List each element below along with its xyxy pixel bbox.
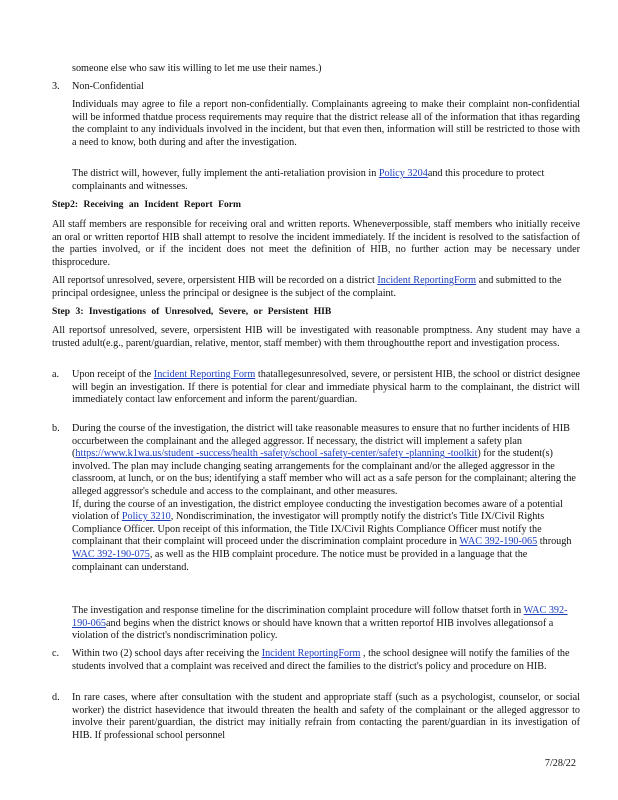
step-3-heading: Step 3: Investigations of Unresolved, Severe, or Persistent HIB <box>52 306 332 317</box>
safety-planning-toolkit-link[interactable]: https://www.k1wa.us/student -success/health -safety/school -safety-center/safety -planning -toolkit <box>75 448 478 460</box>
item-b-text: During the course of the investigation, the district will take reasonable measures to ensure that no further incidents of HIB occurbetween the complainant and the alleged aggressor. If necessary, the district will implement a safety plan (https://www.k1wa.us/student -success/health -safety/school -safety-center/safety -planning -toolkit) for the student(s) involved. The plan may include changing seating arrangements for the complainant and/or the alleged aggressor in the classroom, at lunch, or on the bus; identifying a staff member who will act as a safe person for the complainant; altering the alleged aggressor's schedule and access to the complainant, and other measures. If, during the course of an investigation, the district employee conducting the investigation becomes aware of a potential violation of Policy 3210, Nondiscrimination, the investigator will promptly notify the district's Title IX/Civil Rights Compliance Officer. Upon receipt of this information, the Title IX/Civil Rights Compliance Officer must notify the complainant that their complaint will proceed under the discrimination complaint procedure in WAC 392-190-065 through WAC 392-190-075, as well as the HIB complaint procedure. The notice must be provided in a language that the complainant can understand. <box>72 423 576 573</box>
paragraph-anti-retaliation: The district will, however, fully implement the anti-retaliation provision in Policy 3204and this procedure to protect complainants and witnesses. <box>72 168 545 192</box>
item-d-text: In rare cases, where after consultation with the student and appropriate staff (such as a psychologist, counselor, or social worker) the district hasevidence that itwould threaten the health and safety of the complainant or the alleged aggressor to involve their parent/guardian, the district may initially refrain from contacting the parent/guardian in its investigation of HIB. If professional school personnel <box>72 692 580 741</box>
list-label-c: c. <box>52 648 60 659</box>
policy-3204-link[interactable]: Policy 3204 <box>378 168 428 179</box>
list-label-a: a. <box>52 369 60 380</box>
paragraph-non-confidential: Individuals may agree to file a report non-confidentially. Complainants agreeing to make their complaint non-confidential will be informed thatdue process requirements may require that the district release all of the information that ithas regarding the complaint to any individuals involved in the incident, but that even then, information will still be restricted to those with a need to know, both during and after the investigation. <box>72 99 580 148</box>
item-c-text: Within two (2) school days after receiving the Incident ReportingForm , the school designee will notify the families of the students involved that a complaint was received and direct the families to the district's policy and procedure on HIB. <box>72 648 570 672</box>
paragraph-continued: someone else who saw itis willing to let me use their names.) <box>72 63 322 74</box>
list-number-3: 3. <box>52 81 60 92</box>
footer-date: 7/28/22 <box>544 758 576 769</box>
paragraph-staff-responsibility: All staff members are responsible for receiving oral and written reports. Wheneverpossible, staff members who initially receive an oral or written reportof HIB shall attempt to resolve the incident immediately. If the incident is resolved to the satisfaction of the parties involved, or if the incident does not meet the definition of HIB, no further action may be necessary under thisprocedure. <box>52 219 580 268</box>
list-label-d: d. <box>52 692 60 703</box>
wac-392-190-065-link-2[interactable]: WAC 392-190-065 <box>72 605 568 629</box>
incident-reporting-form-link[interactable]: Incident ReportingForm <box>377 275 477 286</box>
incident-reporting-form-link-a[interactable]: Incident Reporting Form <box>153 369 256 380</box>
item-b-timeline: The investigation and response timeline for the discrimination complaint procedure will follow thatset forth in WAC 392-190-065and begins when the district knows or should have known that a written reportof HIB involves allegationsof a violation of the district's nondiscrimination policy. <box>72 605 568 642</box>
wac-392-190-065-link[interactable]: WAC 392-190-065 <box>459 536 538 548</box>
incident-reporting-form-link-c[interactable]: Incident ReportingForm <box>261 648 361 659</box>
list-label-b: b. <box>52 423 60 434</box>
item-3-title: Non-Confidential <box>72 81 144 92</box>
paragraph-recording: All reportsof unresolved, severe, orpersistent HIB will be recorded on a district Incident ReportingForm and submitted to the principal ordesignee, unless the principal or designee is the subject of the complaint. <box>52 275 562 299</box>
item-a-text: Upon receipt of the Incident Reporting Form thatallegesunresolved, severe, or persistent HIB, the school or district designee will begin an investigation. If there is potential for clear and immediate physical harm to the complainant, the district will immediately contact law enforcement and inform the parent/guardian. <box>72 369 580 406</box>
policy-3210-link[interactable]: Policy 3210 <box>121 511 171 523</box>
paragraph-investigations: All reportsof unresolved, severe, orpersistent HIB will be investigated with reasonable promptness. Any student may have a trusted adult(e.g., parent/guardian, relative, mentor, staff member) with them throughoutthe report and investigation process. <box>52 325 580 349</box>
wac-392-190-075-link[interactable]: WAC 392-190-075 <box>72 548 150 560</box>
step-2-heading: Step2: Receiving an Incident Report Form <box>52 199 241 210</box>
